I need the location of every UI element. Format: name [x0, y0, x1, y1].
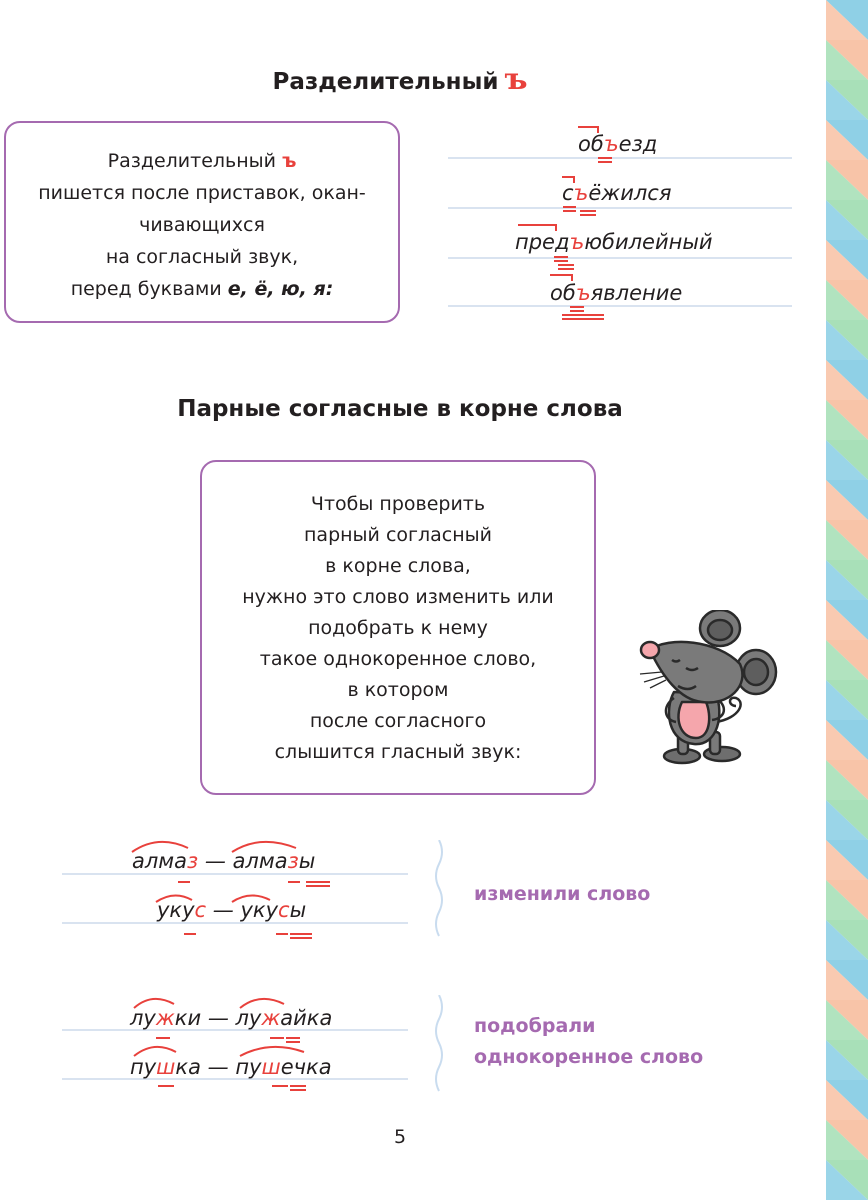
word-pair-2: укус — укусы	[157, 898, 307, 922]
rule-line: такое однокоренное слово,	[259, 648, 537, 670]
rule-line-2: пишется после приставок, окан-	[38, 182, 366, 204]
rule-line-1: Разделительный ъ	[107, 150, 297, 172]
root-and-underline-marks-group-1	[120, 830, 350, 945]
root-and-underline-marks-group-2	[120, 988, 350, 1100]
section-title-hard-sign	[0, 62, 800, 97]
title-text: Разделительный	[272, 69, 499, 95]
rule-line: в корне слова,	[325, 555, 471, 577]
mouse-illustration	[628, 610, 778, 775]
example-word-4: объявление	[550, 281, 683, 305]
word-pair-4: пушка — пушечка	[130, 1055, 332, 1079]
rule-line: слышится гласный звук:	[274, 741, 522, 763]
paired-consonants-rule-box	[200, 460, 596, 795]
page-number: 5	[393, 1126, 407, 1148]
note-changed-word: изменили слово	[474, 883, 651, 905]
rule-line-3: чивающихся	[139, 214, 265, 236]
rule-line: в котором	[347, 679, 449, 701]
rule-line: Чтобы проверить	[310, 493, 486, 515]
rule-line: после согласного	[309, 710, 487, 732]
note-line: однокоренное слово	[474, 1046, 704, 1068]
rule-line: нужно это слово изменить или	[242, 586, 554, 608]
note-line: подобрали	[474, 1015, 596, 1037]
word-pair-1: алмаз — алмазы	[132, 849, 316, 873]
rule-line: парный согласный	[304, 524, 492, 546]
wavy-divider	[432, 995, 446, 1097]
example-word-3: предъюбилейный	[515, 230, 713, 254]
prefix-markings	[500, 115, 760, 325]
rule-line-5: перед буквами е, ё, ю, я:	[70, 278, 334, 300]
example-word-1: объезд	[578, 132, 658, 156]
example-word-2: съёжился	[562, 181, 672, 205]
note-picked-related-word	[474, 1011, 703, 1073]
decorative-triangle-border	[826, 0, 868, 1200]
rule-line: подобрать к нему	[308, 617, 488, 639]
rule-line-4: на согласный звук,	[105, 246, 299, 268]
hard-sign-rule-box	[4, 121, 400, 323]
section-title-paired-consonants: Парные согласные в корне слова	[177, 396, 623, 422]
word-pair-3: лужки — лужайка	[130, 1006, 333, 1030]
title-hard-sign-letter: ъ	[504, 62, 528, 97]
wavy-divider	[432, 840, 446, 942]
